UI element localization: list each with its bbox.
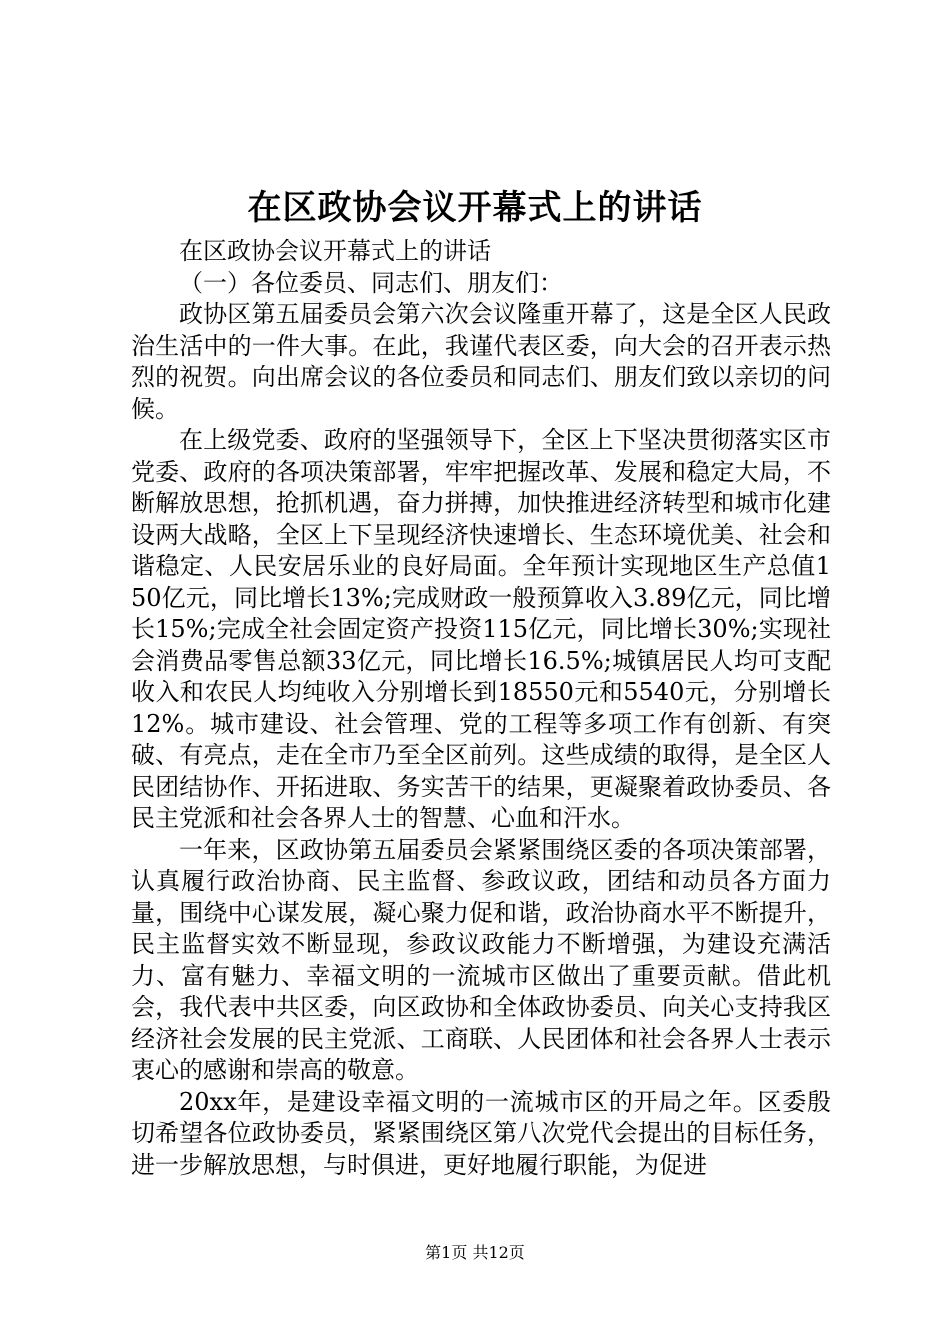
paragraph-achievements: 在上级党委、政府的坚强领导下，全区上下坚决贯彻落实区市党委、政府的各项决策部署，牢牢把握改革、发展和稳定大局，不断解放思想，抢抓机遇，奋力拼搏，加快推进经济转型和城市化建设两大战略，全区上下呈现经济快速增长、生态环境优美、社会和谐稳定、人民安居乐业的良好局面。全年预计实现地区生产总值150亿元，同比增长13%;完成财政一般预算收入3.89亿元，同比增长15%;完成全社会固定资产投资115亿元，同比增长30%;实现社会消费品零售总额33亿元，同比增长16.5%;城镇居民人均可支配收入和农民人均纯收入分别增长到18550元和5540元，分别增长12%。城市建设、社会管理、党的工程等多项工作有创新、有突破、有亮点，走在全市乃至全区前列。这些成绩的取得，是全区人民团结协作、开拓进取、务实苦干的结果，更凝聚着政协委员、各民主党派和社会各界人士的智慧、心血和汗水。: [131, 426, 831, 832]
paragraph-opening: 政协区第五届委员会第六次会议隆重开幕了，这是全区人民政治生活中的一件大事。在此，我谨代表区委，向大会的召开表示热烈的祝贺。向出席会议的各位委员和同志们、朋友们致以亲切的问候。: [131, 300, 831, 423]
paragraph-salutation: （一）各位委员、同志们、朋友们：: [179, 268, 563, 297]
document-body: [131, 236, 831, 1181]
document-title: 在区政协会议开幕式上的讲话: [247, 188, 703, 228]
paragraph-cppcc-work: 一年来，区政协第五届委员会紧紧围绕区委的各项决策部署，认真履行政治协商、民主监督、参政议政，团结和动员各方面力量，围绕中心谋发展，凝心聚力促和谐，政治协商水平不断提升，民主监督实效不断显现，参政议政能力不断增强，为建设充满活力、富有魅力、幸福文明的一流城市区做出了重要贡献。借此机会，我代表中共区委，向区政协和全体政协委员、向关心支持我区经济社会发展的民主党派、工商联、人民团体和社会各界人士表示衷心的感谢和崇高的敬意。: [131, 835, 831, 1084]
paragraph-new-year: 20xx年，是建设幸福文明的一流城市区的开局之年。区委殷切希望各位政协委员，紧紧围绕区第八次党代会提出的目标任务，进一步解放思想，与时俱进，更好地履行职能，为促进: [131, 1087, 831, 1179]
page-number: 第1页 共12页: [425, 1243, 525, 1262]
paragraph-subtitle: 在区政协会议开幕式上的讲话: [179, 237, 491, 265]
